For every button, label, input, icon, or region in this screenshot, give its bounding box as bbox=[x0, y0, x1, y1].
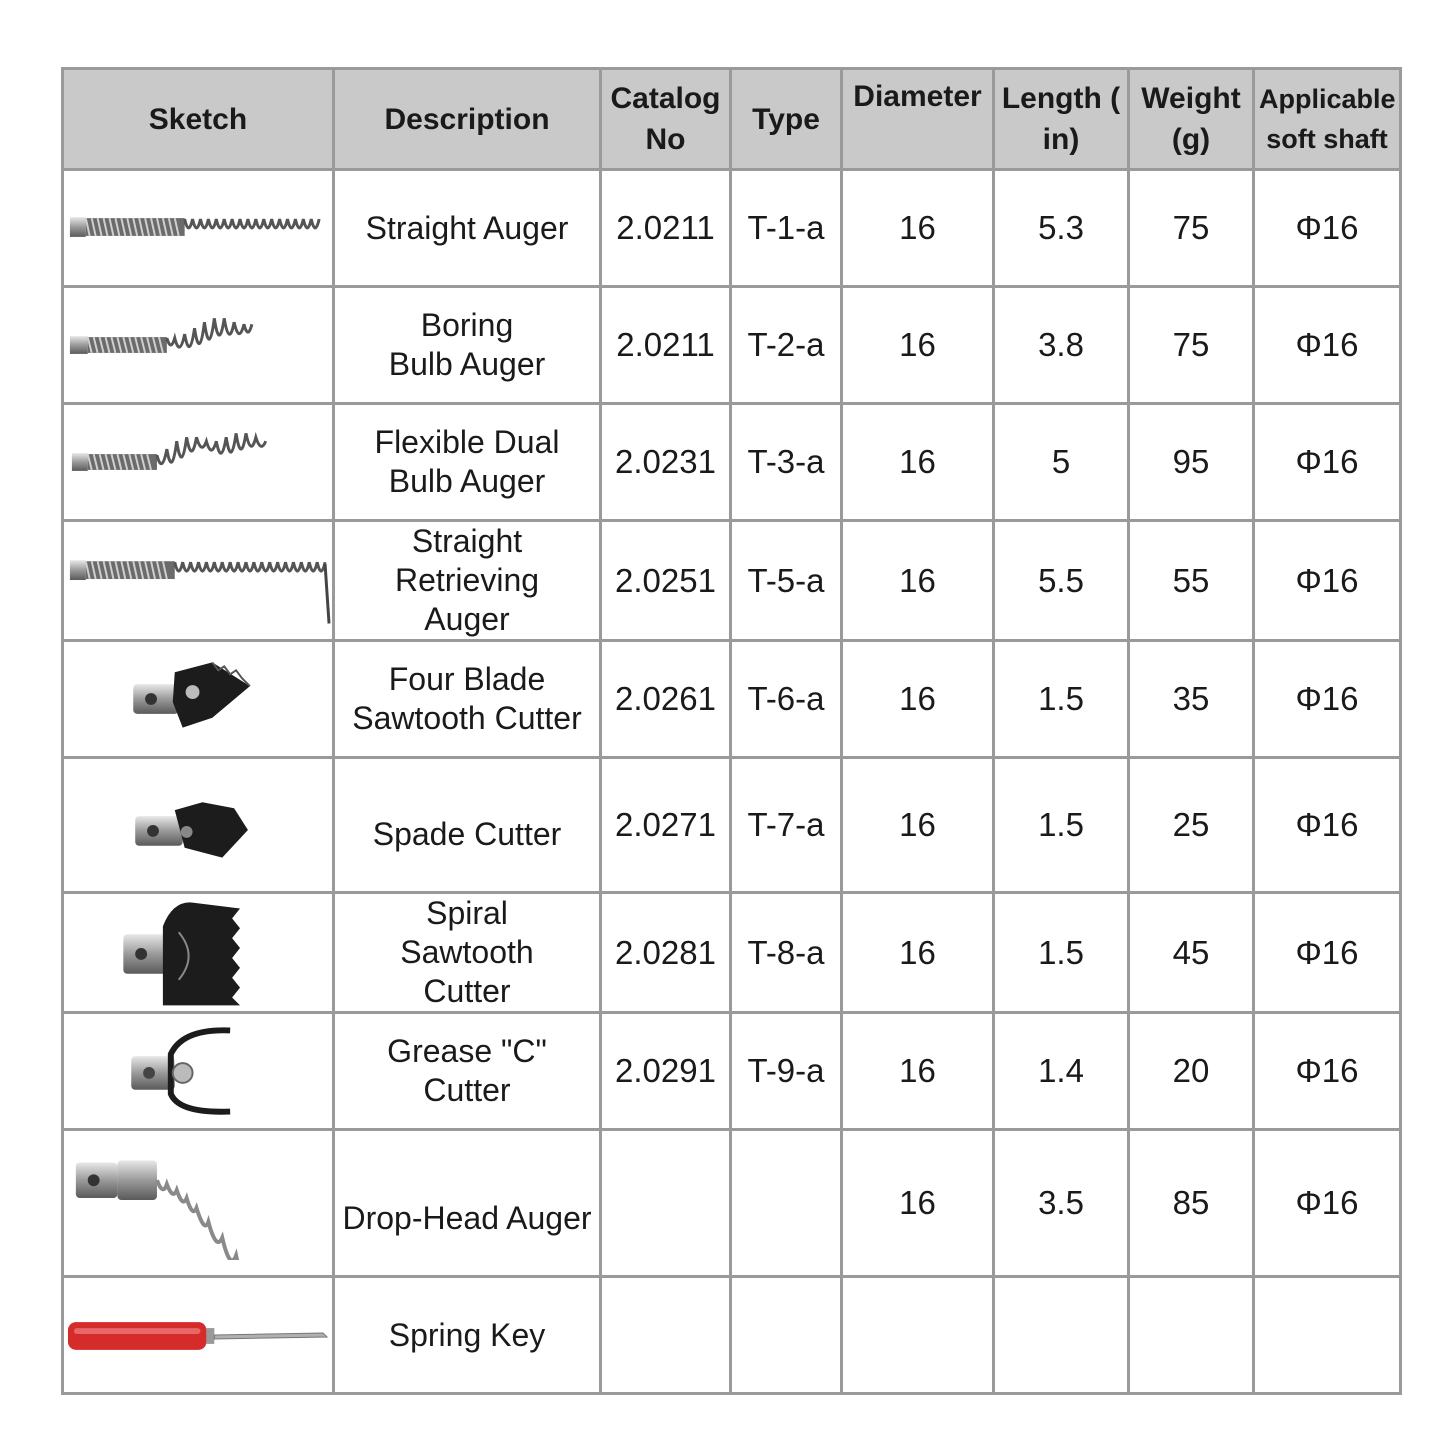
sketch-cell bbox=[63, 758, 334, 893]
header-catalog-no: Catalog No bbox=[601, 69, 731, 170]
type-cell: T-3-a bbox=[731, 404, 842, 521]
diameter-cell bbox=[842, 1277, 994, 1394]
catalog-cell: 2.0291 bbox=[601, 1013, 731, 1130]
sketch-cell bbox=[63, 170, 334, 287]
header-row bbox=[63, 69, 1401, 170]
description-cell: Four Blade Sawtooth Cutter bbox=[334, 641, 601, 758]
weight-cell: 45 bbox=[1129, 893, 1254, 1013]
sketch-cell bbox=[63, 641, 334, 758]
weight-cell: 85 bbox=[1129, 1130, 1254, 1277]
weight-cell: 20 bbox=[1129, 1013, 1254, 1130]
shaft-cell: Φ16 bbox=[1254, 1013, 1401, 1130]
shaft-cell: Φ16 bbox=[1254, 1130, 1401, 1277]
four-blade-sawtooth-cutter-icon bbox=[64, 642, 332, 756]
description-cell: Spiral Sawtooth Cutter bbox=[334, 893, 601, 1013]
diameter-cell: 16 bbox=[842, 1013, 994, 1130]
catalog-cell: 2.0251 bbox=[601, 521, 731, 641]
table-row bbox=[63, 1277, 1401, 1394]
table-row bbox=[63, 287, 1401, 404]
description-cell: Spade Cutter bbox=[334, 758, 601, 893]
catalog-cell: 2.0231 bbox=[601, 404, 731, 521]
diameter-cell: 16 bbox=[842, 404, 994, 521]
length-cell: 5 bbox=[994, 404, 1129, 521]
catalog-cell bbox=[601, 1130, 731, 1277]
flexible-dual-bulb-auger-icon bbox=[64, 405, 332, 519]
diameter-cell: 16 bbox=[842, 758, 994, 893]
header-description: Description bbox=[334, 69, 601, 170]
catalog-cell: 2.0211 bbox=[601, 287, 731, 404]
boring-bulb-auger-icon bbox=[64, 288, 332, 402]
description-cell: Grease "C" Cutter bbox=[334, 1013, 601, 1130]
description-cell: Flexible Dual Bulb Auger bbox=[334, 404, 601, 521]
weight-cell: 55 bbox=[1129, 521, 1254, 641]
length-cell: 3.8 bbox=[994, 287, 1129, 404]
shaft-cell: Φ16 bbox=[1254, 641, 1401, 758]
length-cell: 5.5 bbox=[994, 521, 1129, 641]
header-diameter: Diameter bbox=[842, 69, 994, 170]
catalog-cell: 2.0211 bbox=[601, 170, 731, 287]
shaft-cell: Φ16 bbox=[1254, 893, 1401, 1013]
diameter-cell: 16 bbox=[842, 287, 994, 404]
description-cell: Spring Key bbox=[334, 1277, 601, 1394]
spec-table bbox=[61, 67, 1402, 1395]
sketch-cell bbox=[63, 1130, 334, 1277]
shaft-cell: Φ16 bbox=[1254, 170, 1401, 287]
type-cell: T-1-a bbox=[731, 170, 842, 287]
type-cell: T-5-a bbox=[731, 521, 842, 641]
weight-cell: 75 bbox=[1129, 170, 1254, 287]
length-cell: 3.5 bbox=[994, 1130, 1129, 1277]
weight-cell: 25 bbox=[1129, 758, 1254, 893]
spring-key-screwdriver-icon bbox=[64, 1278, 332, 1392]
shaft-cell: Φ16 bbox=[1254, 758, 1401, 893]
catalog-cell: 2.0281 bbox=[601, 893, 731, 1013]
catalog-cell: 2.0271 bbox=[601, 758, 731, 893]
header-length: Length ( in) bbox=[994, 69, 1129, 170]
length-cell: 1.4 bbox=[994, 1013, 1129, 1130]
spiral-sawtooth-cutter-icon bbox=[64, 896, 332, 1010]
description-cell: Drop-Head Auger bbox=[334, 1130, 601, 1277]
straight-retrieving-auger-icon bbox=[64, 524, 332, 638]
diameter-cell: 16 bbox=[842, 893, 994, 1013]
table-row bbox=[63, 170, 1401, 287]
shaft-cell bbox=[1254, 1277, 1401, 1394]
diameter-cell: 16 bbox=[842, 641, 994, 758]
shaft-cell: Φ16 bbox=[1254, 521, 1401, 641]
header-applicable-soft-shaft: Applicable soft shaft bbox=[1254, 69, 1401, 170]
catalog-cell: 2.0261 bbox=[601, 641, 731, 758]
sketch-cell bbox=[63, 893, 334, 1013]
grease-c-cutter-icon bbox=[64, 1014, 332, 1128]
type-cell bbox=[731, 1277, 842, 1394]
table-row bbox=[63, 893, 1401, 1013]
table-row bbox=[63, 1130, 1401, 1277]
drop-head-auger-icon bbox=[64, 1146, 332, 1260]
sketch-cell bbox=[63, 1277, 334, 1394]
diameter-cell: 16 bbox=[842, 521, 994, 641]
straight-auger-icon bbox=[64, 171, 332, 285]
sketch-cell bbox=[63, 521, 334, 641]
length-cell: 1.5 bbox=[994, 758, 1129, 893]
sketch-cell bbox=[63, 287, 334, 404]
table-row bbox=[63, 758, 1401, 893]
weight-cell bbox=[1129, 1277, 1254, 1394]
header-sketch: Sketch bbox=[63, 69, 334, 170]
length-cell: 1.5 bbox=[994, 641, 1129, 758]
type-cell: T-2-a bbox=[731, 287, 842, 404]
table-row bbox=[63, 404, 1401, 521]
header-weight: Weight (g) bbox=[1129, 69, 1254, 170]
diameter-cell: 16 bbox=[842, 1130, 994, 1277]
description-cell: Straight Retrieving Auger bbox=[334, 521, 601, 641]
header-type: Type bbox=[731, 69, 842, 170]
length-cell: 1.5 bbox=[994, 893, 1129, 1013]
type-cell: T-7-a bbox=[731, 758, 842, 893]
weight-cell: 35 bbox=[1129, 641, 1254, 758]
table-row bbox=[63, 521, 1401, 641]
diameter-cell: 16 bbox=[842, 170, 994, 287]
type-cell: T-8-a bbox=[731, 893, 842, 1013]
type-cell: T-6-a bbox=[731, 641, 842, 758]
spade-cutter-icon bbox=[64, 768, 332, 882]
table-row bbox=[63, 1013, 1401, 1130]
shaft-cell: Φ16 bbox=[1254, 287, 1401, 404]
sketch-cell bbox=[63, 404, 334, 521]
catalog-cell bbox=[601, 1277, 731, 1394]
weight-cell: 75 bbox=[1129, 287, 1254, 404]
type-cell: T-9-a bbox=[731, 1013, 842, 1130]
length-cell bbox=[994, 1277, 1129, 1394]
sketch-cell bbox=[63, 1013, 334, 1130]
description-cell: Boring Bulb Auger bbox=[334, 287, 601, 404]
description-cell: Straight Auger bbox=[334, 170, 601, 287]
table-row bbox=[63, 641, 1401, 758]
weight-cell: 95 bbox=[1129, 404, 1254, 521]
shaft-cell: Φ16 bbox=[1254, 404, 1401, 521]
length-cell: 5.3 bbox=[994, 170, 1129, 287]
type-cell bbox=[731, 1130, 842, 1277]
